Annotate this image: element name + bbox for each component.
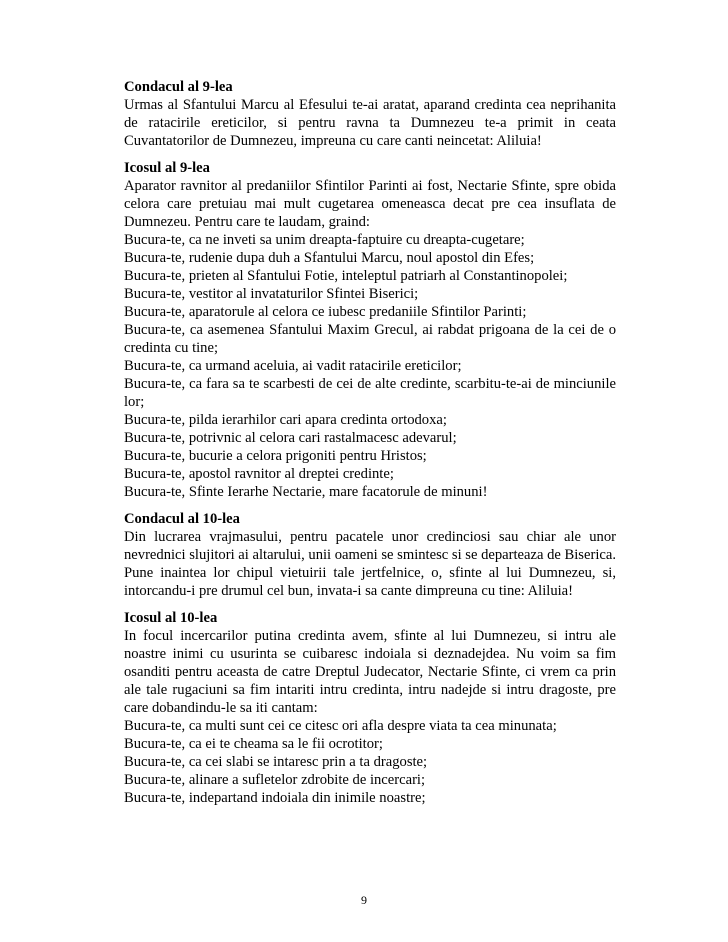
section-paragraph: Aparator ravnitor al predaniilor Sfintilor Parinti ai fost, Nectarie Sfinte, spre obida celora care pretuiau mai mult cugetarea omeneasca decat pre cea insuflata de Dumnezeu. Pentru care te laudam, graind: <box>124 178 616 230</box>
section-condac-9 <box>124 78 616 150</box>
verse-line: Bucura-te, rudenie dupa duh a Sfantului Marcu, noul apostol din Efes; <box>124 250 535 266</box>
verse-line: Bucura-te, ca ne inveti sa unim dreapta-faptuire cu dreapta-cugetare; <box>124 232 525 248</box>
verse-line: Bucura-te, bucurie a celora prigoniti pentru Hristos; <box>124 448 427 464</box>
verse-line: Bucura-te, ca multi sunt cei ce citesc ori afla despre viata ta cea minunata; <box>124 718 557 734</box>
verse-line: Bucura-te, ca fara sa te scarbesti de cei de alte credinte, scarbitu-te-ai de minciunile lor; <box>124 376 616 410</box>
section-heading: Icosul al 10-lea <box>124 610 218 626</box>
section-icos-10 <box>124 609 616 807</box>
verse-line: Bucura-te, prieten al Sfantului Fotie, inteleptul patriarh al Constantinopolei; <box>124 268 568 284</box>
document-page <box>124 78 616 816</box>
verse-line: Bucura-te, Sfinte Ierarhe Nectarie, mare facatorule de minuni! <box>124 484 488 500</box>
section-heading: Condacul al 10-lea <box>124 511 240 527</box>
verse-line: Bucura-te, potrivnic al celora cari rastalmacesc adevarul; <box>124 430 457 446</box>
verse-line: Bucura-te, pilda ierarhilor cari apara credinta ortodoxa; <box>124 412 447 428</box>
verse-line: Bucura-te, alinare a sufletelor zdrobite de incercari; <box>124 772 426 788</box>
section-paragraph: Din lucrarea vrajmasului, pentru pacatele unor credinciosi sau chiar ale unor nevrednici slujitori ai altarului, unii oameni se smintesc si se departeaza de Biserica. Pune inaintea lor chipul vietuirii tale jertfelnice, o, sfinte al lui Dumnezeu, si, intorcandu-i pre drumul cel bun, invata-i sa cante dimpreuna cu tine: Aliluia! <box>124 529 616 599</box>
verse-line: Bucura-te, indepartand indoiala din inimile noastre; <box>124 790 426 806</box>
section-paragraph: Urmas al Sfantului Marcu al Efesului te-ai aratat, aparand credinta cea neprihanita de ratacirile ereticilor, si pentru ravna ta Dumnezeu te-a primit in ceata Cuvantatorilor de Dumnezeu, impreuna cu care canti neincetat: Aliluia! <box>124 97 616 149</box>
verse-line: Bucura-te, vestitor al invataturilor Sfintei Biserici; <box>124 286 419 302</box>
verse-line: Bucura-te, ca cei slabi se intaresc prin a ta dragoste; <box>124 754 428 770</box>
section-icos-9 <box>124 159 616 501</box>
section-heading: Condacul al 9-lea <box>124 79 233 95</box>
section-paragraph: In focul incercarilor putina credinta avem, sfinte al lui Dumnezeu, si intru ale noastre inimi cu usurinta se cuibaresc indoiala si deznadejdea. Nu voim sa fim osanditi pentru aceasta de catre Dreptul Judecator, Nectarie Sfinte, ci vrem ca prin ale tale rugaciuni sa fim intariti intru credinta, intru nadejde si intru dragoste, pre care dobandindu-le sa iti cantam: <box>124 628 616 716</box>
section-heading: Icosul al 9-lea <box>124 160 210 176</box>
section-condac-10 <box>124 510 616 600</box>
verse-line: Bucura-te, ca asemenea Sfantului Maxim Grecul, ai rabdat prigoana de la cei de o credinta cu tine; <box>124 322 616 356</box>
verse-line: Bucura-te, ca ei te cheama sa le fii ocrotitor; <box>124 736 383 752</box>
page-number: 9 <box>361 893 367 907</box>
verse-line: Bucura-te, ca urmand aceluia, ai vadit ratacirile ereticilor; <box>124 358 462 374</box>
verse-line: Bucura-te, apostol ravnitor al dreptei credinte; <box>124 466 394 482</box>
verse-line: Bucura-te, aparatorule al celora ce iubesc predaniile Sfintilor Parinti; <box>124 304 527 320</box>
